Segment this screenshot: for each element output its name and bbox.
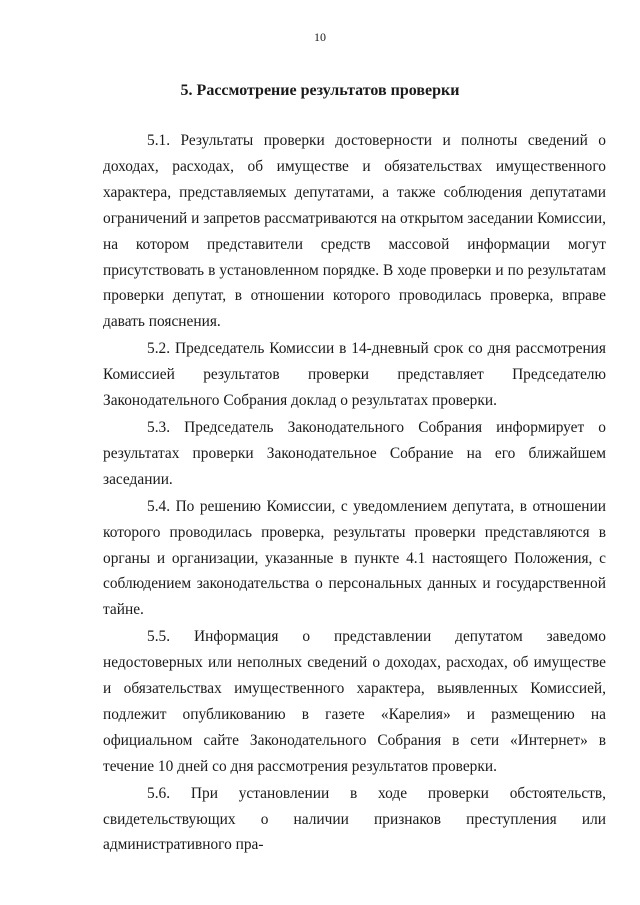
paragraph-5-1: 5.1. Результаты проверки достоверности и полноты сведений о доходах, расходах, об имуществе и обязательствах имущественного характера, представляемых депутатами, а также соблюдения депутатами ограничений и запретов рассматриваются на открытом заседании Комиссии, на котором представители средств массовой информации могут присутствовать в установленном порядке. В ходе проверки и по результатам проверки депутат, в отношении которого проводилась проверка, вправе давать пояснения.	[103, 132, 606, 331]
paragraph-5-6: 5.6. При установлении в ходе проверки обстоятельств, свидетельствующих о наличии признаков преступления или административного пра-	[103, 784, 606, 854]
paragraph-5-3: 5.3. Председатель Законодательного Собрания информирует о результатах проверки Законодательное Собрание на его ближайшем заседании.	[103, 418, 606, 488]
paragraph-5-4: 5.4. По решению Комиссии, с уведомлением депутата, в отношении которого проводилась проверка, результаты проверки представляются в органы и организации, указанные в пункте 4.1 настоящего Положения, с соблюдением законодательства о персональных данных и государственной тайне.	[103, 497, 606, 619]
page-number: 10	[314, 30, 326, 44]
section-title: 5. Рассмотрение результатов проверки	[180, 82, 460, 99]
paragraph-5-5: 5.5. Информация о представлении депутатом заведомо недостоверных или неполных сведений о доходах, расходах, об имуществе и обязательствах имущественного характера, выявленных Комиссией, подлежит опубликованию в газете «Карелия» и размещению на официальном сайте Законодательного Собрания в сети «Интернет» в течение 10 дней со дня рассмотрения результатов проверки.	[103, 628, 606, 775]
document-body	[103, 128, 606, 858]
paragraph-5-2: 5.2. Председатель Комиссии в 14-дневный срок со дня рассмотрения Комиссией результатов проверки представляет Председателю Законодательного Собрания доклад о результатах проверки.	[103, 340, 606, 410]
